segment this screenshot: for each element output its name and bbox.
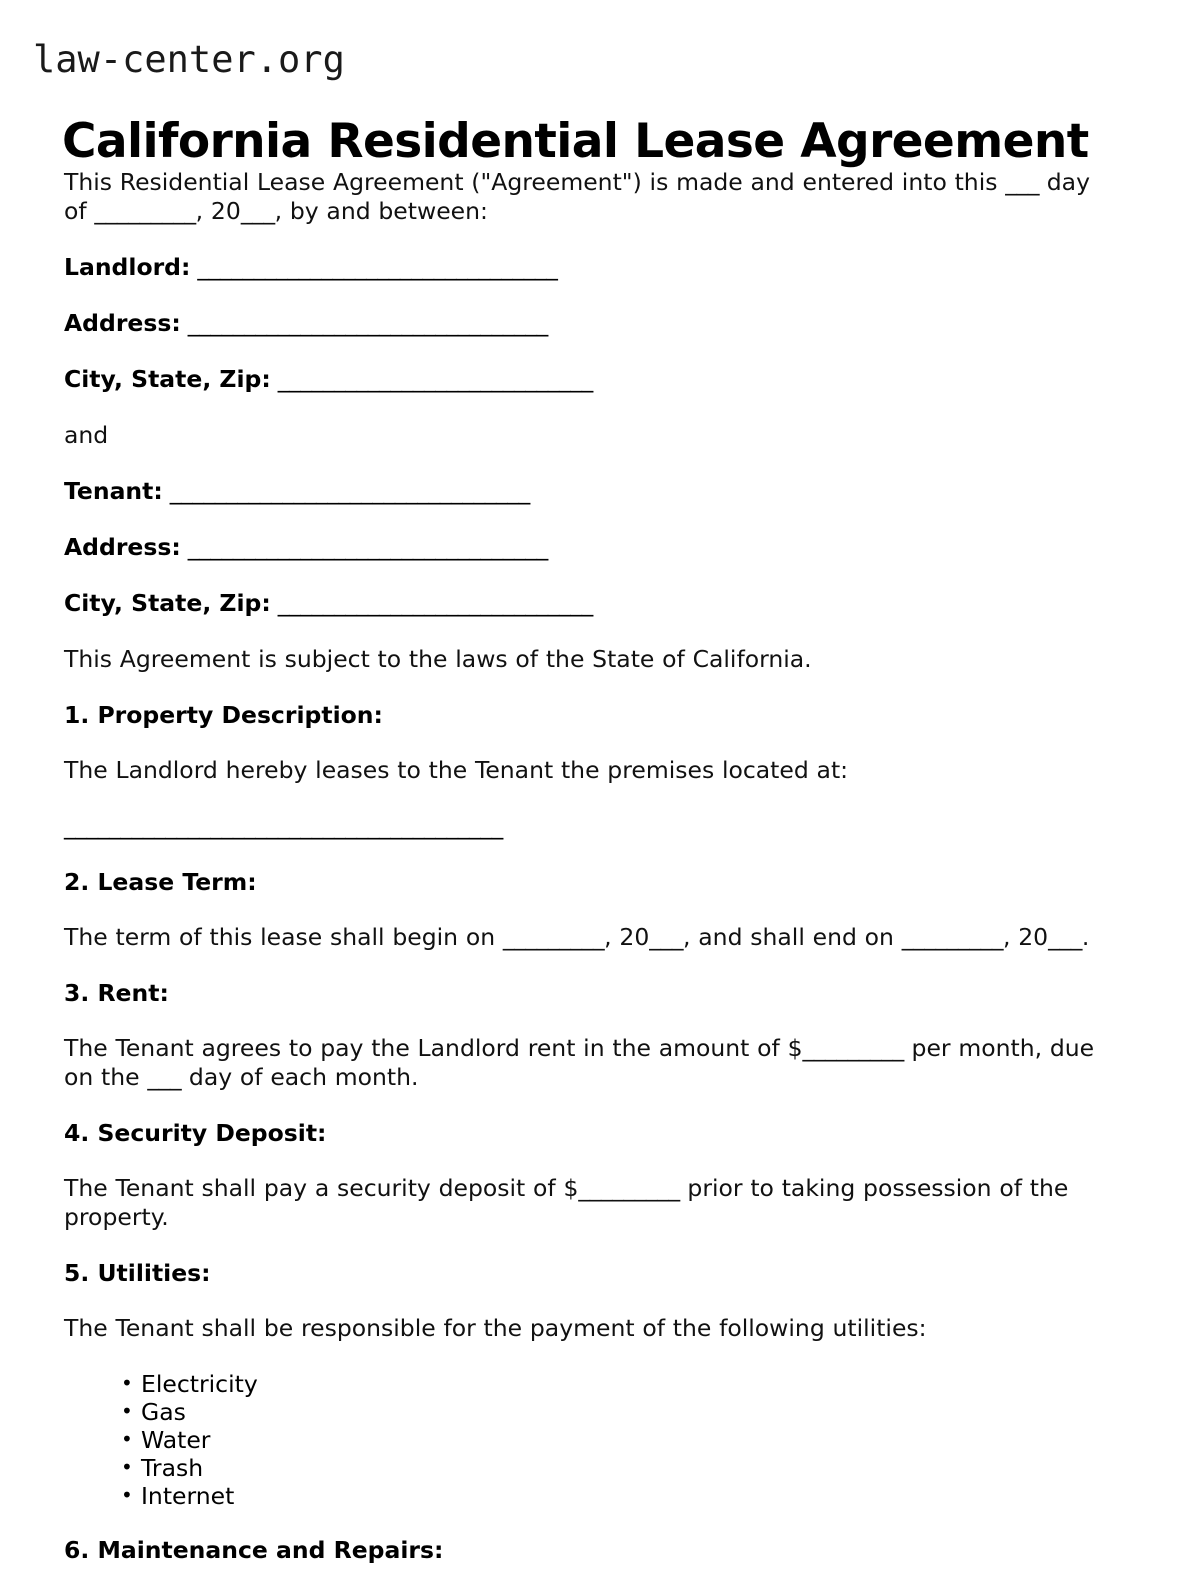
property-address-blank[interactable]: _______________________________________: [64, 812, 503, 840]
tenant-city-label: City, State, Zip:: [64, 589, 271, 617]
list-item: • Water: [121, 1426, 1111, 1454]
deposit-amount-blank[interactable]: _________: [578, 1174, 680, 1202]
list-item: • Internet: [121, 1482, 1111, 1510]
tenant-name-field: [64, 477, 1111, 506]
tenant-city-field: [64, 589, 1111, 618]
intro-text-1: This Residential Lease Agreement ("Agreement") is made and entered into this: [64, 168, 1006, 196]
list-item: • Electricity: [121, 1370, 1111, 1398]
intro-text-2: day of: [64, 168, 1090, 225]
rent-text-3: day of each month.: [181, 1063, 419, 1091]
section-heading-utilities: 5. Utilities:: [64, 1259, 211, 1287]
lease-term-text-5: .: [1081, 923, 1090, 951]
section-heading-property-description: 1. Property Description:: [64, 701, 383, 729]
intro-month-blank: _________: [94, 197, 196, 225]
rent-amount-blank[interactable]: _________: [802, 1034, 904, 1062]
landlord-name-label: Landlord:: [64, 253, 191, 281]
lease-start-year-blank[interactable]: ___: [649, 923, 684, 951]
landlord-name-field: [64, 253, 1111, 282]
site-brand: law-center.org: [33, 38, 345, 81]
deposit-text-2: prior to taking possession of the property.: [64, 1174, 1069, 1231]
landlord-city-blank[interactable]: ____________________________: [270, 365, 593, 393]
tenant-city-blank[interactable]: ____________________________: [270, 589, 593, 617]
document-body: [64, 168, 1111, 1591]
section-heading-security-deposit: 4. Security Deposit:: [64, 1119, 327, 1147]
utilities-list: [64, 1370, 1111, 1510]
lease-end-year-blank[interactable]: ___: [1048, 923, 1082, 951]
rent-text-2: per month, due on the: [64, 1034, 1095, 1091]
intro-day-blank: ___: [1005, 168, 1039, 196]
list-item: • Trash: [121, 1454, 1111, 1482]
section-body-rent: [64, 1034, 1111, 1092]
intro-text-4: , by and between:: [274, 197, 488, 225]
intro-text-3: , 20: [195, 197, 241, 225]
landlord-address-field: [64, 309, 1111, 338]
rent-due-day-blank[interactable]: ___: [147, 1063, 182, 1091]
section-body-lease-term: [64, 923, 1111, 952]
intro-year-blank: ___: [240, 197, 275, 225]
lease-term-text-4: , 20: [1002, 923, 1049, 951]
governing-law-paragraph: This Agreement is subject to the laws of the State of California.: [64, 645, 812, 673]
landlord-address-label: Address:: [64, 309, 181, 337]
lease-end-date-blank[interactable]: _________: [901, 923, 1003, 951]
list-item: • Gas: [121, 1398, 1111, 1426]
section-body-utilities: The Tenant shall be responsible for the payment of the following utilities:: [64, 1314, 927, 1342]
page-title: California Residential Lease Agreement: [62, 114, 1089, 170]
section-body-property-description: The Landlord hereby leases to the Tenant the premises located at:: [64, 756, 849, 784]
section-body-security-deposit: [64, 1174, 1111, 1232]
intro-paragraph: [64, 168, 1111, 226]
deposit-text-1: The Tenant shall pay a security deposit of $: [64, 1174, 579, 1202]
lease-term-text-3: , and shall end on: [683, 923, 902, 951]
tenant-name-blank[interactable]: ________________________________: [162, 477, 530, 505]
lease-term-text-1: The term of this lease shall begin on: [64, 923, 503, 951]
landlord-city-field: [64, 365, 1111, 394]
section-heading-maintenance-and-repairs: 6. Maintenance and Repairs:: [64, 1536, 444, 1564]
tenant-address-label: Address:: [64, 533, 181, 561]
section-heading-rent: 3. Rent:: [64, 979, 169, 1007]
landlord-address-blank[interactable]: ________________________________: [180, 309, 548, 337]
tenant-address-blank[interactable]: ________________________________: [180, 533, 548, 561]
tenant-name-label: Tenant:: [64, 477, 163, 505]
tenant-address-field: [64, 533, 1111, 562]
lease-start-date-blank[interactable]: _________: [502, 923, 605, 951]
landlord-name-blank[interactable]: ________________________________: [190, 253, 558, 281]
section-heading-lease-term: 2. Lease Term:: [64, 868, 257, 896]
landlord-city-label: City, State, Zip:: [64, 365, 271, 393]
conjunction-and: and: [64, 421, 109, 449]
lease-term-text-2: , 20: [604, 923, 650, 951]
rent-text-1: The Tenant agrees to pay the Landlord rent in the amount of $: [64, 1034, 803, 1062]
